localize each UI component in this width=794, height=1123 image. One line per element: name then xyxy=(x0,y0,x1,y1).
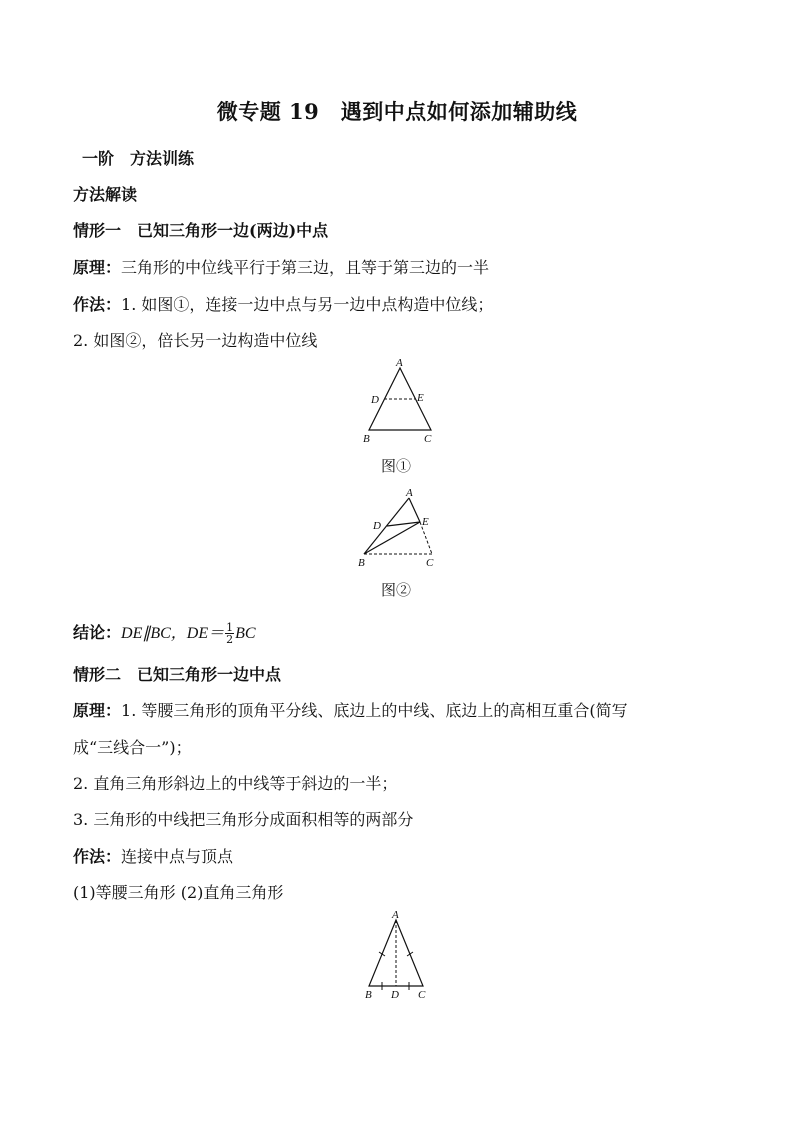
label-d: D xyxy=(373,520,381,532)
fraction-denominator: 2 xyxy=(226,633,234,646)
case1-conclusion xyxy=(73,620,256,645)
case2-method xyxy=(73,844,233,867)
principle-label: 原理： xyxy=(73,258,122,277)
conclusion-part-b: BC xyxy=(235,625,256,642)
case2-principle-3: 3. 三角形的中线把三角形分成面积相等的两部分 xyxy=(73,810,414,829)
case1-method-1 xyxy=(73,292,493,315)
figure-1-triangle xyxy=(355,356,445,448)
label-b: B xyxy=(358,557,365,569)
conclusion-part-a: DE∥BC，DE＝ xyxy=(121,625,225,642)
side-ae xyxy=(409,498,420,522)
label-c: C xyxy=(424,433,432,445)
method-text: 连接中点与顶点 xyxy=(121,847,234,866)
case2-principle-1b: 成“三线合一”)； xyxy=(73,738,192,757)
method-label: 作法： xyxy=(73,847,122,866)
fraction-numerator: 1 xyxy=(226,621,234,634)
principle-1a-text: 1. 等腰三角形的顶角平分线、底边上的中线、底边上的高相互重合(简写 xyxy=(121,701,628,720)
section-heading: 方法解读 xyxy=(73,185,138,204)
case2-heading: 情形二 已知三角形一边中点 xyxy=(73,665,282,684)
case1-principle xyxy=(73,255,489,278)
figure-3-isosceles-triangle xyxy=(358,908,438,1004)
case1-heading: 情形一 已知三角形一边(两边)中点 xyxy=(73,221,329,240)
label-b: B xyxy=(363,433,370,445)
case1-method-2: 2. 如图②，倍长另一边构造中位线 xyxy=(73,331,318,350)
side-ab xyxy=(364,498,409,554)
label-b: B xyxy=(365,989,372,1001)
label-a: A xyxy=(392,909,399,921)
case2-principle-1a xyxy=(73,698,628,721)
figure-2-caption: 图② xyxy=(380,581,411,599)
label-c: C xyxy=(426,557,434,569)
label-e: E xyxy=(417,392,424,404)
conclusion-label: 结论： xyxy=(73,623,122,642)
label-d: D xyxy=(391,989,399,1001)
stage-heading: 一阶 方法训练 xyxy=(82,149,195,168)
label-c: C xyxy=(418,989,426,1001)
principle-text: 三角形的中位线平行于第三边，且等于第三边的一半 xyxy=(121,258,490,277)
method-label: 作法： xyxy=(73,295,122,314)
principle-label: 原理： xyxy=(73,701,122,720)
figure-1-caption: 图① xyxy=(380,457,411,475)
case2-principle-2: 2. 直角三角形斜边上的中线等于斜边的一半； xyxy=(73,774,398,793)
label-a: A xyxy=(406,487,413,499)
label-a: A xyxy=(396,357,403,369)
page-title: 微专题 19 遇到中点如何添加辅助线 xyxy=(216,99,578,124)
label-d: D xyxy=(371,394,379,406)
label-e: E xyxy=(422,516,429,528)
case2-types: (1)等腰三角形 (2)直角三角形 xyxy=(73,883,284,902)
method-text-1: 1. 如图①，连接一边中点与另一边中点构造中位线； xyxy=(121,295,494,314)
fraction-one-half xyxy=(225,622,234,645)
figure-2-triangle xyxy=(350,484,450,572)
